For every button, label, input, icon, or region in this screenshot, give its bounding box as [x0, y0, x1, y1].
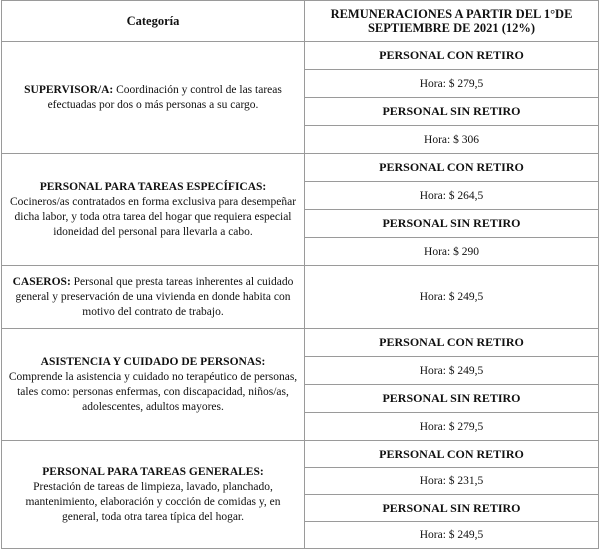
- con-retiro-label: PERSONAL CON RETIRO: [305, 441, 599, 468]
- sin-retiro-label: PERSONAL SIN RETIRO: [305, 210, 599, 238]
- category-name: SUPERVISOR/A:: [24, 83, 114, 96]
- sin-retiro-wage: Hora: $ 249,5: [305, 522, 599, 549]
- con-retiro-label: PERSONAL CON RETIRO: [305, 42, 599, 70]
- category-description: Cocineros/as contratados en forma exclusiva para desempeñar dicha labor, y toda otra tarea del hogar que requiera especial idoneidad del personal para llevarla a cabo.: [9, 195, 297, 238]
- con-retiro-wage: Hora: $ 231,5: [305, 468, 599, 495]
- category-name: PERSONAL PARA TAREAS GENERALES:: [42, 465, 264, 478]
- sin-retiro-wage: Hora: $ 290: [305, 238, 599, 266]
- header-row: [2, 1, 599, 42]
- header-remuneraciones: [305, 1, 599, 42]
- category-description: Personal que presta tareas inherentes al cuidado general y preservación de una vivienda en donde habita con motivo del contrato de trabajo.: [15, 275, 294, 318]
- category-name: CASEROS:: [12, 275, 71, 288]
- table-row: [2, 441, 599, 468]
- table-row: [2, 42, 599, 70]
- header-remuneraciones-line2: SEPTIEMBRE DE 2021 (12%): [367, 21, 536, 35]
- con-retiro-label: PERSONAL CON RETIRO: [305, 154, 599, 182]
- category-name: PERSONAL PARA TAREAS ESPECÍFICAS:: [39, 180, 267, 193]
- table-row: [2, 154, 599, 182]
- sin-retiro-label: PERSONAL SIN RETIRO: [305, 385, 599, 413]
- sin-retiro-label: PERSONAL SIN RETIRO: [305, 98, 599, 126]
- category-description: Coordinación y control de las tareas efectuadas por dos o más personas a su cargo.: [47, 83, 282, 111]
- category-name: ASISTENCIA Y CUIDADO DE PERSONAS:: [40, 355, 266, 368]
- category-cell: [2, 329, 305, 441]
- header-category: Categoría: [2, 1, 305, 42]
- category-description: Prestación de tareas de limpieza, lavado, planchado, mantenimiento, elaboración y cocción de comidas y, en general, toda otra tarea típica del hogar.: [25, 480, 281, 523]
- sin-retiro-label: PERSONAL SIN RETIRO: [305, 495, 599, 522]
- category-cell: [2, 42, 305, 154]
- category-description: Comprende la asistencia y cuidado no terapéutico de personas, tales como: personas enfermas, con discapacidad, niños/as, adolescentes, adultos mayores.: [8, 370, 298, 413]
- header-remuneraciones-line1: REMUNERACIONES A PARTIR DEL 1°DE: [330, 7, 573, 21]
- sin-retiro-wage: Hora: $ 279,5: [305, 413, 599, 441]
- con-retiro-wage: Hora: $ 279,5: [305, 70, 599, 98]
- con-retiro-wage: Hora: $ 264,5: [305, 182, 599, 210]
- wage-table: [1, 0, 599, 549]
- con-retiro-wage: Hora: $ 249,5: [305, 357, 599, 385]
- caseros-wage: Hora: $ 249,5: [305, 266, 599, 329]
- table-row: [2, 329, 599, 357]
- sin-retiro-wage: Hora: $ 306: [305, 126, 599, 154]
- con-retiro-label: PERSONAL CON RETIRO: [305, 329, 599, 357]
- category-cell: [2, 441, 305, 549]
- category-cell: [2, 266, 305, 329]
- category-cell: [2, 154, 305, 266]
- table-row: [2, 266, 599, 329]
